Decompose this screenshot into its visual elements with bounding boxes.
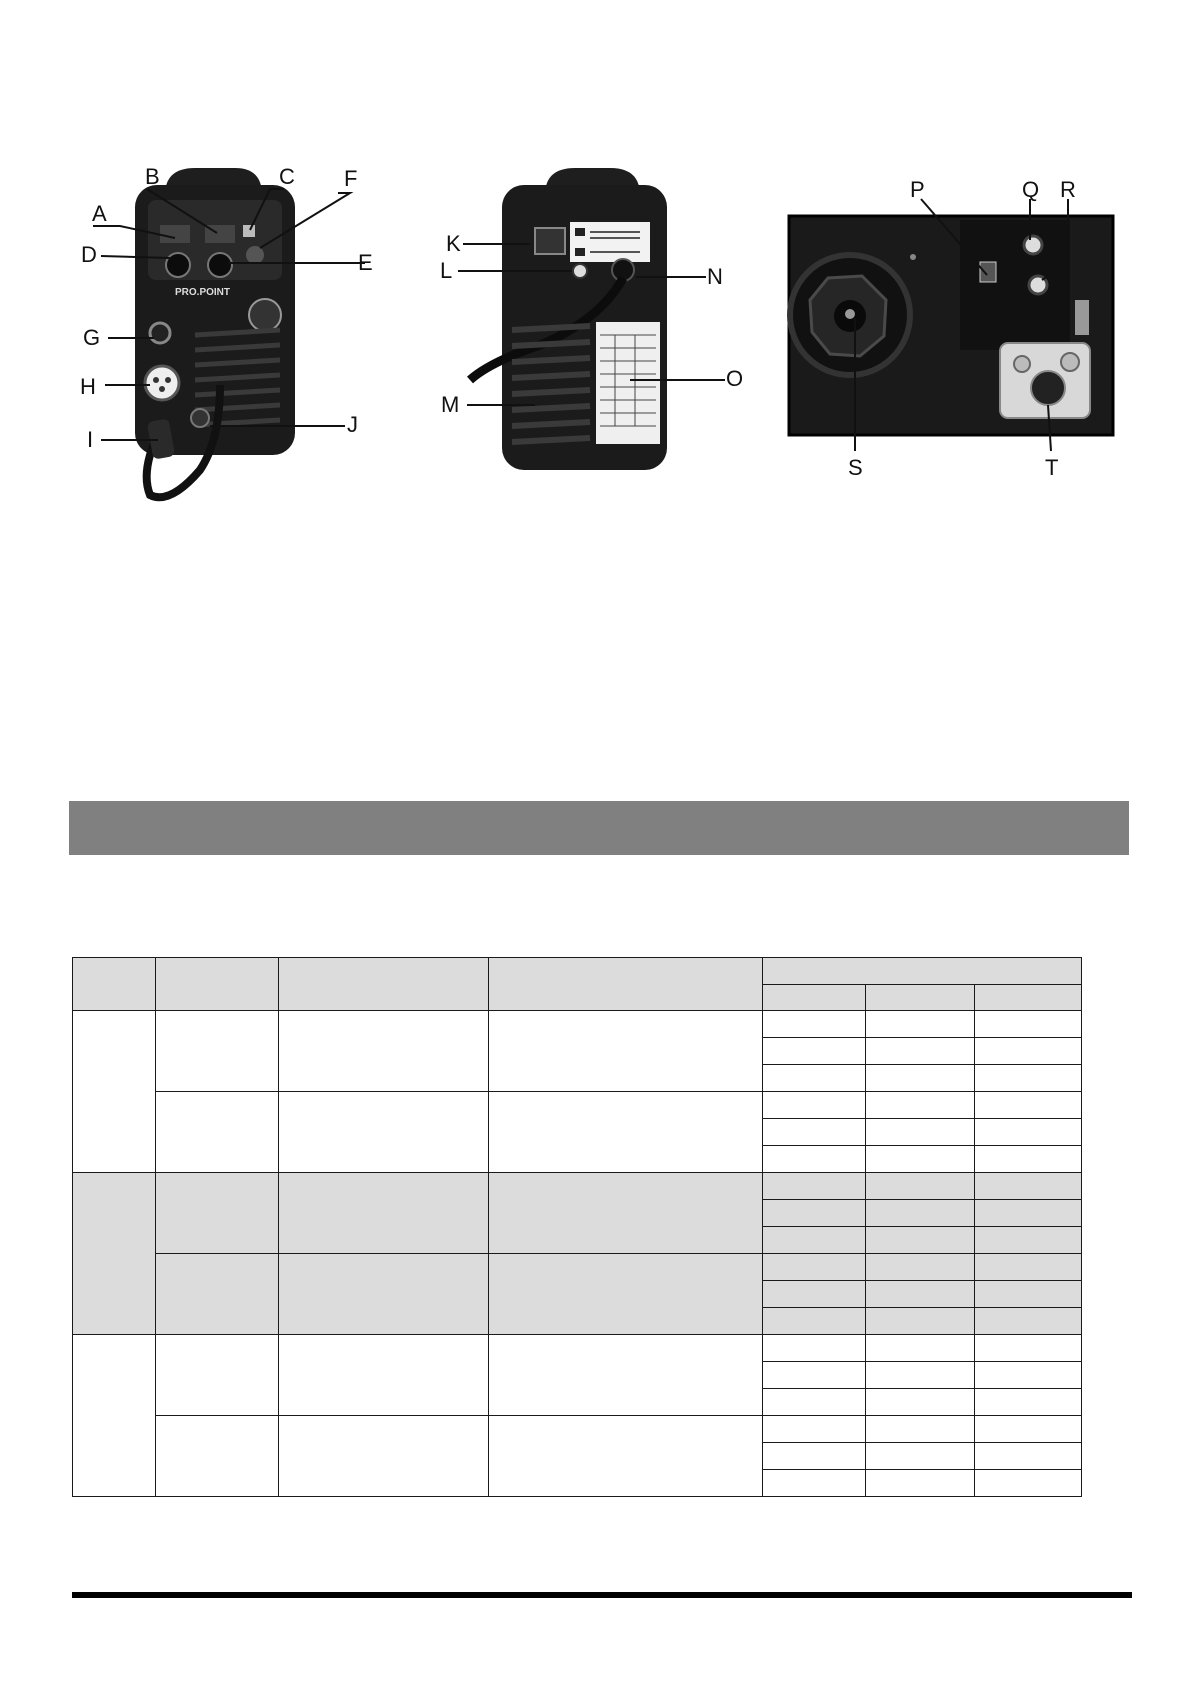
value-cell bbox=[975, 1443, 1082, 1470]
value-cell bbox=[866, 1065, 975, 1092]
value-cell bbox=[763, 1389, 866, 1416]
value-cell bbox=[975, 1254, 1082, 1281]
callout-b: B bbox=[145, 164, 160, 189]
table-row bbox=[73, 1011, 1082, 1038]
callout-i: I bbox=[87, 427, 94, 452]
callout-t: T bbox=[1045, 455, 1059, 480]
callout-r: R bbox=[1060, 177, 1076, 202]
value-cell bbox=[763, 1362, 866, 1389]
value-cell bbox=[866, 1011, 975, 1038]
value-cell bbox=[975, 1173, 1082, 1200]
value-cell bbox=[975, 1065, 1082, 1092]
value-cell bbox=[866, 1092, 975, 1119]
subgroup-cell bbox=[279, 1254, 489, 1335]
subgroup-cell bbox=[279, 1173, 489, 1254]
header-cell bbox=[279, 958, 489, 1011]
value-cell bbox=[763, 1227, 866, 1254]
subgroup-cell bbox=[279, 1092, 489, 1173]
subgroup-cell bbox=[489, 1335, 763, 1416]
value-cell bbox=[763, 1146, 866, 1173]
subgroup-cell bbox=[156, 1173, 279, 1254]
value-cell bbox=[975, 1011, 1082, 1038]
value-cell bbox=[975, 1227, 1082, 1254]
callout-s: S bbox=[848, 455, 863, 480]
subgroup-cell bbox=[279, 1011, 489, 1092]
value-cell bbox=[763, 1416, 866, 1443]
header-cell bbox=[156, 958, 279, 1011]
table-row bbox=[73, 1092, 1082, 1119]
header-cell bbox=[73, 958, 156, 1011]
value-cell bbox=[866, 1119, 975, 1146]
header-cell bbox=[763, 958, 1082, 985]
value-cell bbox=[763, 1254, 866, 1281]
callout-p: P bbox=[910, 177, 925, 202]
value-cell bbox=[763, 1308, 866, 1335]
subheader-cell bbox=[763, 985, 866, 1011]
wire-compartment-figure bbox=[789, 177, 1113, 480]
subgroup-cell bbox=[279, 1335, 489, 1416]
callout-m: M bbox=[441, 392, 460, 417]
footer-rule bbox=[72, 1592, 1132, 1598]
value-cell bbox=[866, 1335, 975, 1362]
subgroup-cell bbox=[489, 1416, 763, 1497]
table-row bbox=[73, 1173, 1082, 1200]
value-cell bbox=[763, 1011, 866, 1038]
subgroup-cell bbox=[156, 1254, 279, 1335]
callout-o: O bbox=[726, 366, 744, 391]
callout-a: A bbox=[92, 201, 107, 226]
callout-h: H bbox=[80, 374, 96, 399]
subheader-cell bbox=[866, 985, 975, 1011]
value-cell bbox=[866, 1038, 975, 1065]
value-cell bbox=[866, 1146, 975, 1173]
section-heading-bar bbox=[69, 801, 1129, 855]
callout-j: J bbox=[347, 412, 358, 437]
value-cell bbox=[975, 1362, 1082, 1389]
subgroup-cell bbox=[279, 1416, 489, 1497]
value-cell bbox=[975, 1389, 1082, 1416]
value-cell bbox=[866, 1389, 975, 1416]
callout-e: E bbox=[358, 250, 373, 275]
value-cell bbox=[763, 1281, 866, 1308]
group-label-cell bbox=[73, 1011, 156, 1173]
callout-f: F bbox=[344, 166, 358, 191]
value-cell bbox=[763, 1038, 866, 1065]
subgroup-cell bbox=[156, 1011, 279, 1092]
value-cell bbox=[975, 1416, 1082, 1443]
settings-table bbox=[72, 957, 1082, 1497]
value-cell bbox=[866, 1308, 975, 1335]
value-cell bbox=[866, 1227, 975, 1254]
value-cell bbox=[763, 1092, 866, 1119]
value-cell bbox=[763, 1173, 866, 1200]
table-row bbox=[73, 1335, 1082, 1362]
callout-l: L bbox=[440, 258, 453, 283]
subgroup-cell bbox=[489, 1092, 763, 1173]
callout-g: G bbox=[83, 325, 101, 350]
subgroup-cell bbox=[489, 1173, 763, 1254]
figures-row bbox=[0, 0, 1191, 520]
value-cell bbox=[866, 1254, 975, 1281]
value-cell bbox=[866, 1470, 975, 1497]
value-cell bbox=[975, 1335, 1082, 1362]
value-cell bbox=[866, 1362, 975, 1389]
rear-panel-figure bbox=[440, 168, 743, 470]
table-row bbox=[73, 1416, 1082, 1443]
subgroup-cell bbox=[489, 1254, 763, 1335]
value-cell bbox=[763, 1200, 866, 1227]
value-cell bbox=[763, 1443, 866, 1470]
value-cell bbox=[975, 1308, 1082, 1335]
subgroup-cell bbox=[489, 1011, 763, 1092]
value-cell bbox=[975, 1200, 1082, 1227]
value-cell bbox=[975, 1470, 1082, 1497]
front-panel-figure bbox=[80, 164, 373, 497]
group-label-cell bbox=[73, 1335, 156, 1497]
group-label-cell bbox=[73, 1173, 156, 1335]
value-cell bbox=[866, 1416, 975, 1443]
subgroup-cell bbox=[156, 1335, 279, 1416]
value-cell bbox=[866, 1173, 975, 1200]
value-cell bbox=[763, 1335, 866, 1362]
value-cell bbox=[763, 1119, 866, 1146]
callout-q: Q bbox=[1022, 177, 1040, 202]
callout-n: N bbox=[707, 264, 723, 289]
brand-text: PRO.POINT bbox=[175, 287, 231, 298]
value-cell bbox=[763, 1065, 866, 1092]
value-cell bbox=[975, 1281, 1082, 1308]
table-row bbox=[73, 1254, 1082, 1281]
value-cell bbox=[866, 1443, 975, 1470]
subgroup-cell bbox=[156, 1092, 279, 1173]
callout-k: K bbox=[446, 231, 461, 256]
value-cell bbox=[975, 1038, 1082, 1065]
value-cell bbox=[975, 1092, 1082, 1119]
callout-c: C bbox=[279, 164, 295, 189]
subheader-cell bbox=[975, 985, 1082, 1011]
value-cell bbox=[763, 1470, 866, 1497]
value-cell bbox=[866, 1200, 975, 1227]
value-cell bbox=[866, 1281, 975, 1308]
subgroup-cell bbox=[156, 1416, 279, 1497]
value-cell bbox=[975, 1119, 1082, 1146]
table-header-row bbox=[73, 958, 1082, 985]
callout-d: D bbox=[81, 242, 97, 267]
value-cell bbox=[975, 1146, 1082, 1173]
header-cell bbox=[489, 958, 763, 1011]
